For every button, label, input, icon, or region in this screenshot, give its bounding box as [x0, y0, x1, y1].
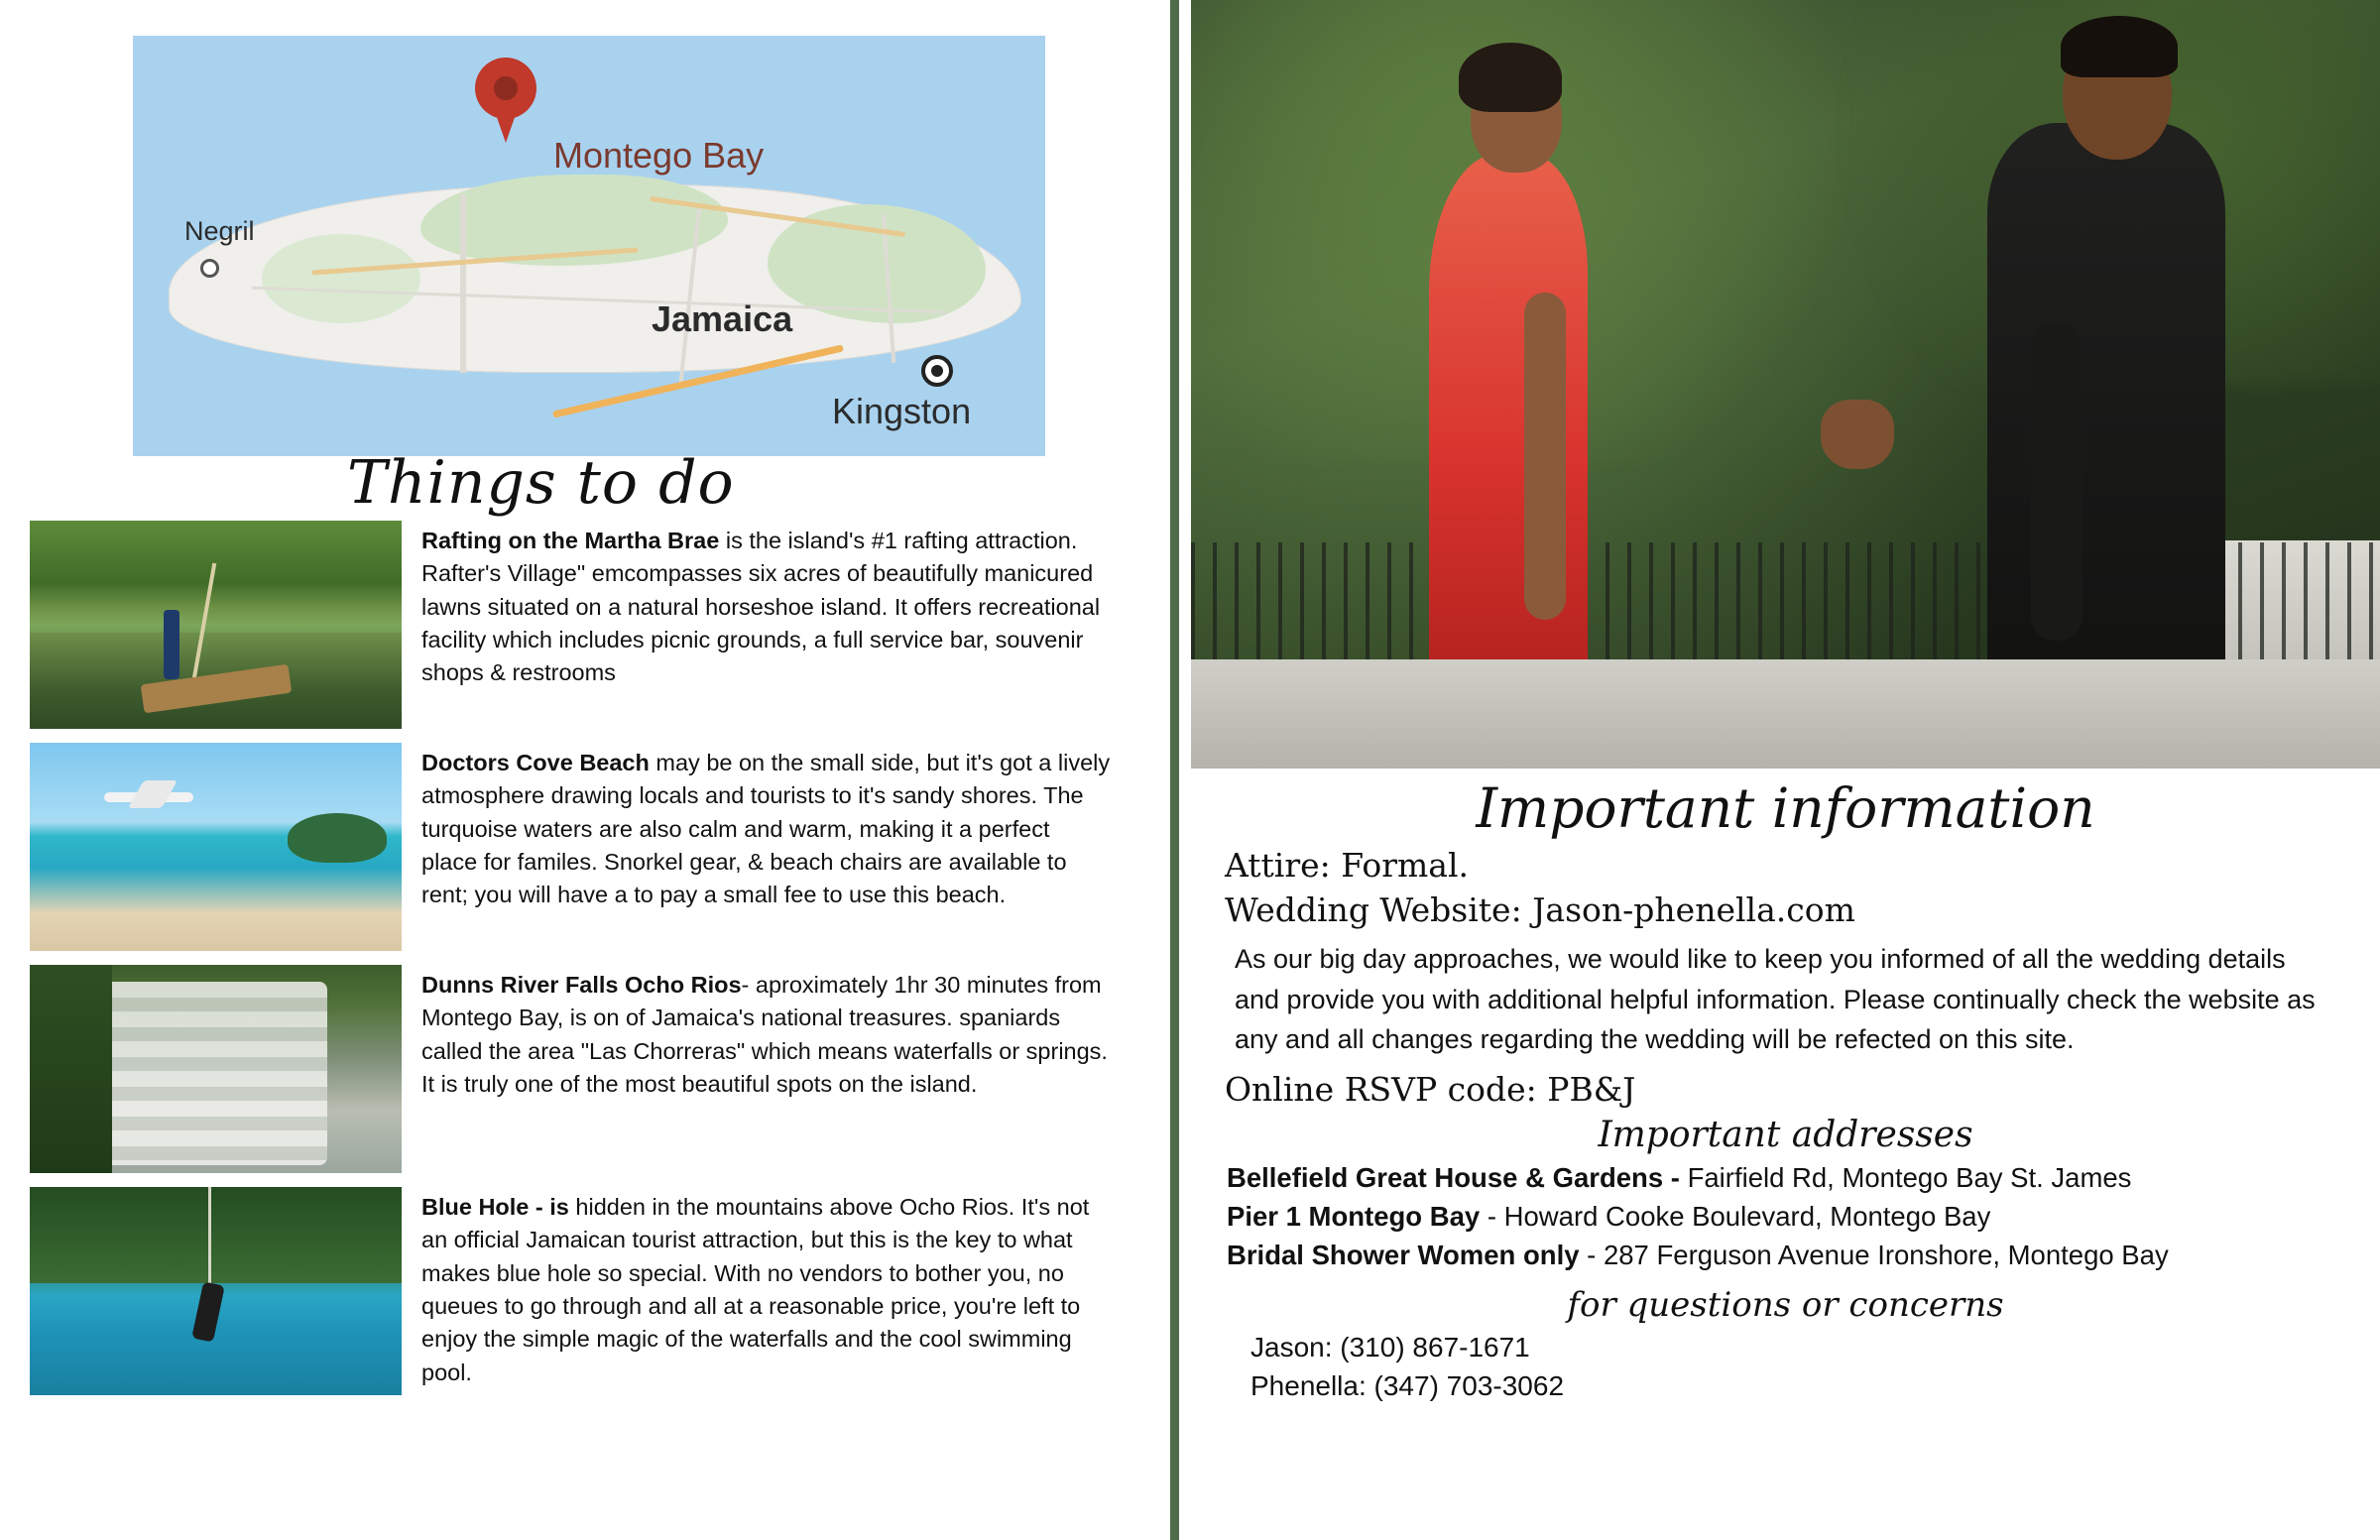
vertical-divider — [1170, 0, 1179, 1540]
jamaica-map — [133, 36, 1045, 456]
list-item — [0, 521, 1170, 729]
attractions-list — [0, 521, 1170, 1409]
list-item — [1227, 1162, 2380, 1194]
attraction-body: - aproximately 1hr 30 minutes from Montego Bay, is on of Jamaica's national treasures. spaniards called the area "Las Chorreras" which means waterfalls or springs. It is truly one of the most beautiful spots on the island. — [421, 972, 1108, 1098]
list-item — [0, 965, 1170, 1173]
attraction-name: Dunns River Falls Ocho Rios — [421, 972, 742, 998]
address-name: Bridal Shower Women only — [1227, 1239, 1580, 1270]
address-name: Pier 1 Montego Bay — [1227, 1200, 1481, 1232]
important-information-title: Important information — [1476, 776, 2095, 840]
waterfall-photo — [30, 965, 402, 1173]
attraction-body: may be on the small side, but it's got a lively atmosphere drawing locals and tourists to it's sandy shores. The turquoise waters are also calm and warm, making it a perfect place for familes. Snorkel gear, & beach chairs are available to rent; you will have a to pay a small fee to use this beach. — [421, 750, 1111, 908]
attraction-body: is the island's #1 rafting attraction. Rafter's Village" emcompasses six acres of beautifully manicured lawns situated on a natural horseshoe island. It offers recreational facility which includes picnic grounds, a full service bar, souvenir shops & restrooms — [421, 528, 1101, 686]
map-label-negril: Negril — [184, 216, 255, 246]
couple-holding-hands-photo — [1191, 0, 2380, 769]
blue-hole-photo — [30, 1187, 402, 1395]
map-dot-negril-icon — [200, 259, 219, 278]
attraction-name: Doctors Cove Beach — [421, 750, 650, 775]
contact-phenella: Phenella: (347) 703-3062 — [1250, 1369, 1565, 1401]
address-detail: Fairfield Rd, Montego Bay St. James — [1679, 1161, 2132, 1193]
attraction-text — [402, 1187, 1170, 1389]
attraction-text — [402, 965, 1170, 1101]
important-information-section — [1191, 769, 2380, 1540]
map-road-2 — [460, 194, 466, 373]
things-to-do-title: Things to do — [347, 448, 735, 518]
contact-jason: Jason: (310) 867-1671 — [1250, 1331, 1530, 1362]
map-pin-icon — [475, 58, 536, 143]
map-dot-kingston-icon — [921, 355, 953, 387]
rafting-photo — [30, 521, 402, 729]
attraction-name: Blue Hole - is — [421, 1194, 569, 1220]
important-addresses-title: Important addresses — [1598, 1114, 1973, 1155]
attire-line: Attire: Formal. — [1225, 846, 1469, 885]
map-label-jamaica: Jamaica — [652, 298, 793, 339]
address-detail: - Howard Cooke Boulevard, Montego Bay — [1480, 1200, 1991, 1232]
beach-photo — [30, 743, 402, 951]
list-item — [1227, 1240, 2380, 1271]
attraction-text — [402, 743, 1170, 912]
list-item — [1227, 1201, 2380, 1233]
address-name: Bellefield Great House & Gardens - — [1227, 1161, 1680, 1193]
right-panel — [1179, 0, 2380, 1540]
wedding-website-line: Wedding Website: Jason-phenella.com — [1225, 890, 1855, 929]
attraction-name: Rafting on the Martha Brae — [421, 528, 720, 553]
questions-or-concerns-title: for questions or concerns — [1567, 1284, 2004, 1325]
address-detail: - 287 Ferguson Avenue Ironshore, Montego Bay — [1579, 1239, 2169, 1270]
map-label-kingston: Kingston — [832, 391, 972, 431]
attraction-body: hidden in the mountains above Ocho Rios. It's not an official Jamaican tourist attraction, but this is the key to what makes blue hole so special. With no vendors to bother you, no queues to go through and all at a reasonable price, you're left to enjoy the simple magic of the waterfalls and the cool swimming pool. — [421, 1194, 1090, 1385]
information-paragraph: As our big day approaches, we would like to keep you informed of all the wedding details and provide you with additional helpful information. Please continually check the website as any and all changes regarding the wedding will be refected on this site. — [1235, 944, 2316, 1054]
list-item — [0, 743, 1170, 951]
list-item — [0, 1187, 1170, 1395]
rsvp-code-line: Online RSVP code: PB&J — [1225, 1069, 1636, 1109]
left-panel — [0, 0, 1170, 1540]
map-label-montego-bay: Montego Bay — [553, 135, 765, 176]
map-green-area-3 — [262, 234, 420, 323]
attraction-text — [402, 521, 1170, 690]
